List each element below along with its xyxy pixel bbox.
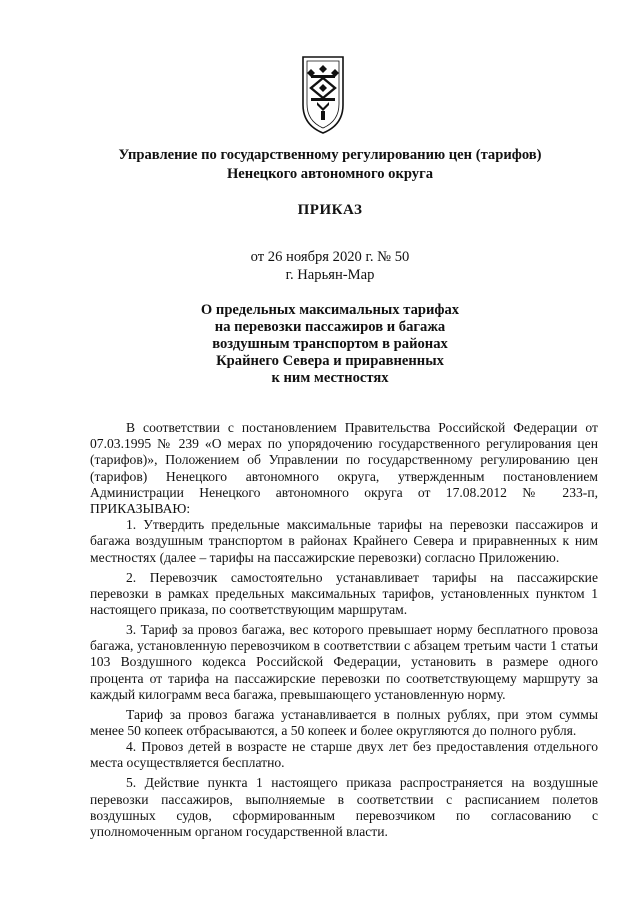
date-block (80, 248, 580, 284)
subject-line: на перевозки пассажиров и багажа (214, 319, 446, 335)
document-subject (80, 302, 580, 387)
clause-3-rounding-paragraph: Тариф за провоз багажа устанавливается в полных рублях, при этом суммы менее 50 копеек отбрасываются, а 50 копеек и более округляются до полного рубля. (90, 706, 598, 739)
date-number-line: от 26 ноября 2020 г. № 50 (250, 249, 410, 265)
org-line-2: Ненецкого автономного округа (226, 166, 434, 182)
subject-line: воздушным транспортом в районах (212, 336, 448, 352)
city-line: г. Нарьян-Мар (285, 267, 375, 283)
subject-line: к ним местностях (271, 370, 389, 386)
preamble-paragraph: В соответствии с постановлением Правительства Российской Федерации от 07.03.1995 № 239 «О мерах по упорядочению государственного регулирования цен (тарифов)», Положением об Управлении по государственному регулированию цен (тарифов) Ненецкого автономного округа, утвержденным постановлением Администрации Ненецкого автономного округа от 17.08.2012 № 233-п, ПРИКАЗЫВАЮ: (90, 420, 598, 517)
org-line-1: Управление по государственному регулированию цен (тарифов) (118, 147, 542, 163)
clause-5-paragraph: 5. Действие пункта 1 настоящего приказа распространяется на воздушные перевозки пассажиров, выполняемые в соответствии с расписанием полетов воздушных судов, сформированным перевозчиком по согласованию с уполномоченным органом государственной власти. (90, 775, 598, 840)
clause-3-paragraph: 3. Тариф за провоз багажа, вес которого превышает норму бесплатного провоза багажа, установленную перевозчиком в соответствии с абзацем третьим части 1 статьи 103 Воздушного кодекса Российской Федерации, установить в размере одного процента от тарифа на пассажирские перевозки по соответствующему маршруту за каждый килограмм веса багажа, превышающего установленную норму. (90, 622, 598, 702)
clause-4-paragraph: 4. Провоз детей в возрасте не старше двух лет без предоставления отдельного места осуществляется бесплатно. (90, 739, 598, 771)
subject-line: Крайнего Севера и приравненных (216, 353, 444, 369)
clause-2-paragraph: 2. Перевозчик самостоятельно устанавливает тарифы на пассажирские перевозки в рамках предельных максимальных тарифов, установленных пунктом 1 настоящего приказа, по соответствующим маршрутам. (90, 569, 598, 618)
organization-name (80, 146, 580, 184)
document-body (90, 420, 598, 844)
document-type: ПРИКАЗ (297, 202, 363, 218)
clause-1-paragraph: 1. Утвердить предельные максимальные тарифы на перевозки пассажиров и багажа воздушным транспортом в районах Крайнего Севера и приравненных к ним местностях (далее – тарифы на пассажирские перевозки) согласно Приложению. (90, 517, 598, 565)
subject-line: О предельных максимальных тарифах (200, 302, 460, 318)
coat-of-arms-icon (301, 55, 345, 135)
